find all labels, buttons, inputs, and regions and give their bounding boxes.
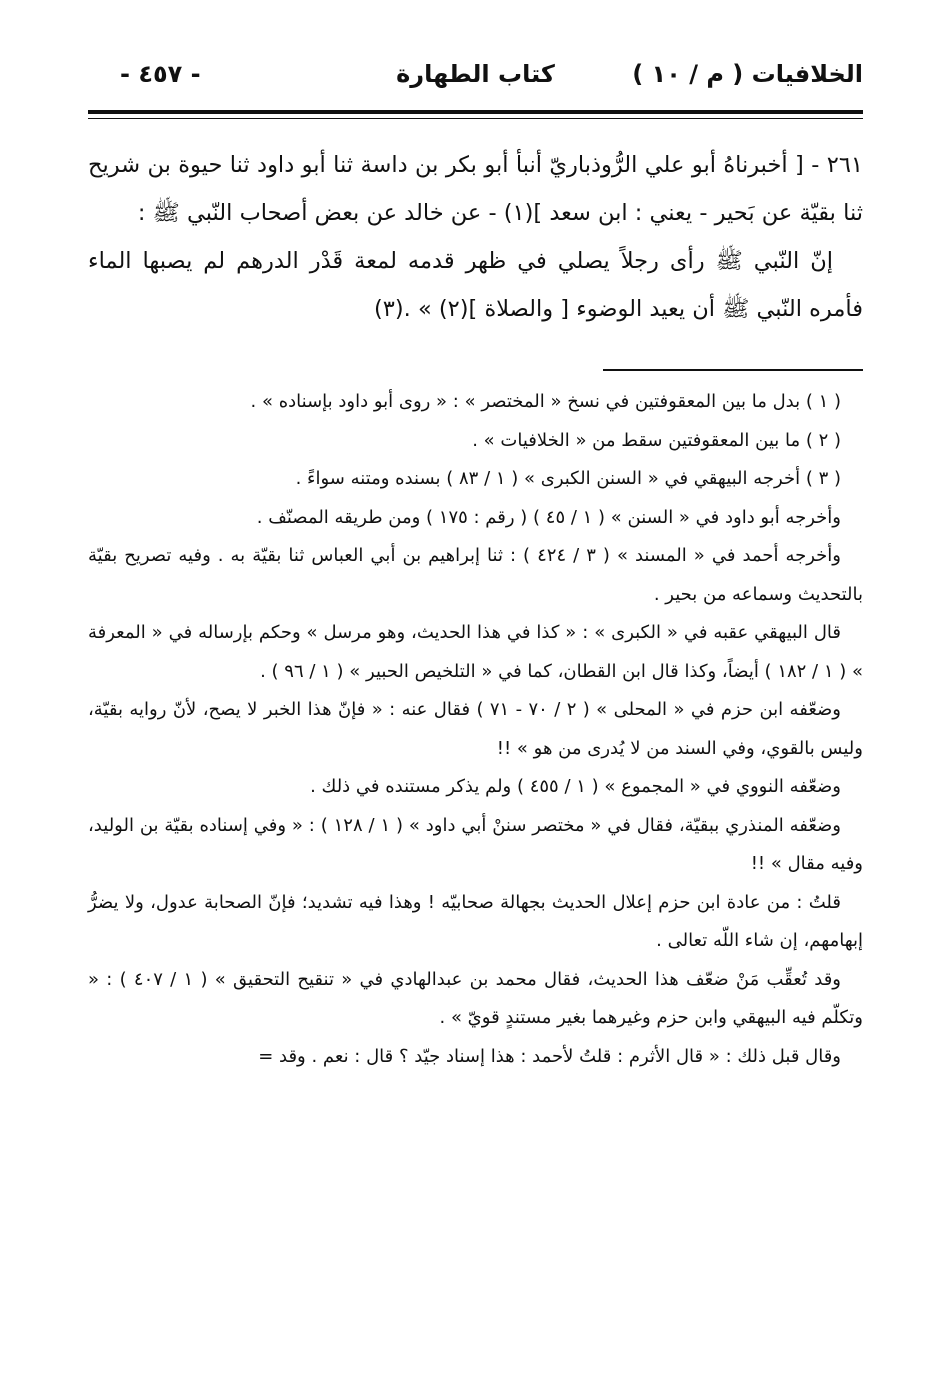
footnote-paragraph: وضعّفه المنذري ببقيّة، فقال في « مختصر سننْ أبي داود » ( ١ / ١٢٨ ) : « وفي إسناده بقيّة بن الوليد، وفيه مقال » !! [88,814,863,874]
page-header [88,52,863,96]
page-number: - ٤٥٧ - [120,60,201,88]
footnote-paragraph: وأخرجه أبو داود في « السنن » ( ١ / ٤٥ ) ( رقم : ١٧٥ ) ومن طريقه المصنّف . [256,506,841,528]
hadith-isnad-paragraph: ٢٦١ - [ أخبرناهُ أبو علي الرُّوذباريّ أنبأ أبو بكر بن داسة ثنا أبو داود ثنا حيوة بن شريح ثنا بقيّة عن بَحير - يعني : ابن سعد ](١) - عن خالد عن بعض أصحاب النّبي ﷺ : [88,152,863,226]
footnote-paragraph: وقال قبل ذلك : « قال الأثرم : قلتُ لأحمد : هذا إسناد جيّد ؟ قال : نعم . وقد = [258,1045,841,1067]
header-divider [88,110,863,119]
footnote-1: ( ١ ) بدل ما بين المعقوفتين في نسخ « المختصر » : « روى أبو داود بإسناده » . [250,391,841,412]
footnote-paragraph: وضعّفه ابن حزم في « المحلى » ( ٢ / ٧٠ - ٧١ ) فقال عنه : « فإنّ هذا الخبر لا يصح، لأنّ روايه بقيّة، وليس بالقوي، وفي السند من لا يُدرى من هو » !! [88,699,863,759]
footnote-paragraph: وضعّفه النووي في « المجموع » ( ١ / ٤٥٥ ) ولم يذكر مستنده في ذلك . [310,776,841,797]
footnote-2: ( ٢ ) ما بين المعقوفتين سقط من « الخلافيات » . [472,429,841,451]
footnote-paragraph: قال البيهقي عقبه في « الكبرى » : « كذا في هذا الحديث، وهو مرسل » وحكم بإرساله في « المعرفة » ( ١ / ١٨٢ ) أيضاً، وكذا قال ابن القطان، كما في « التلخيص الحبير » ( ١ / ٩٦ ) . [88,622,863,682]
hadith-matn-paragraph: إنّ النّبي ﷺ رأى رجلاً يصلي في ظهر قدمه لمعة قَدْر الدرهم لم يصبها الماء فأمره النّبي ﷺ أن يعيد الوضوء [ والصلاة ](٢) » .(٣) [88,248,863,322]
footnote-paragraph: قلتُ : من عادة ابن حزم إعلال الحديث بجهالة صحابيّه ! وهذا فيه تشديد؛ فإنّ الصحابة عدول، ولا يضرُّ إبهامهم، إن شاء اللّه تعالى . [88,891,863,951]
main-text [88,141,863,333]
book-page [88,52,863,1076]
footnote-3: ( ٣ ) أخرجه البيهقي في « السنن الكبرى » ( ١ / ٨٣ ) بسنده ومتنه سواءً . [295,468,841,489]
footnote-paragraph: وقد تُعقِّب مَنْ ضعّف هذا الحديث، فقال محمد بن عبدالهادي في « تنقيح التحقيق » ( ١ / ٤٠٧ ) : « وتكلّم فيه البيهقي وابن حزم وغيرهما بغير مستندٍ قويّ » . [88,968,863,1028]
footnote-paragraph: وأخرجه أحمد في « المسند » ( ٣ / ٤٢٤ ) : ثنا إبراهيم بن أبي العباس ثنا بقيّة به . وفيه تصريح بقيّة بالتحديث وسماعه من بحير . [88,545,863,605]
footnotes [88,383,863,1076]
running-title: الخلافيات ( م / ١٠ ) [632,60,863,88]
footnote-divider [603,369,863,371]
book-title: كتاب الطهارة [396,60,555,88]
